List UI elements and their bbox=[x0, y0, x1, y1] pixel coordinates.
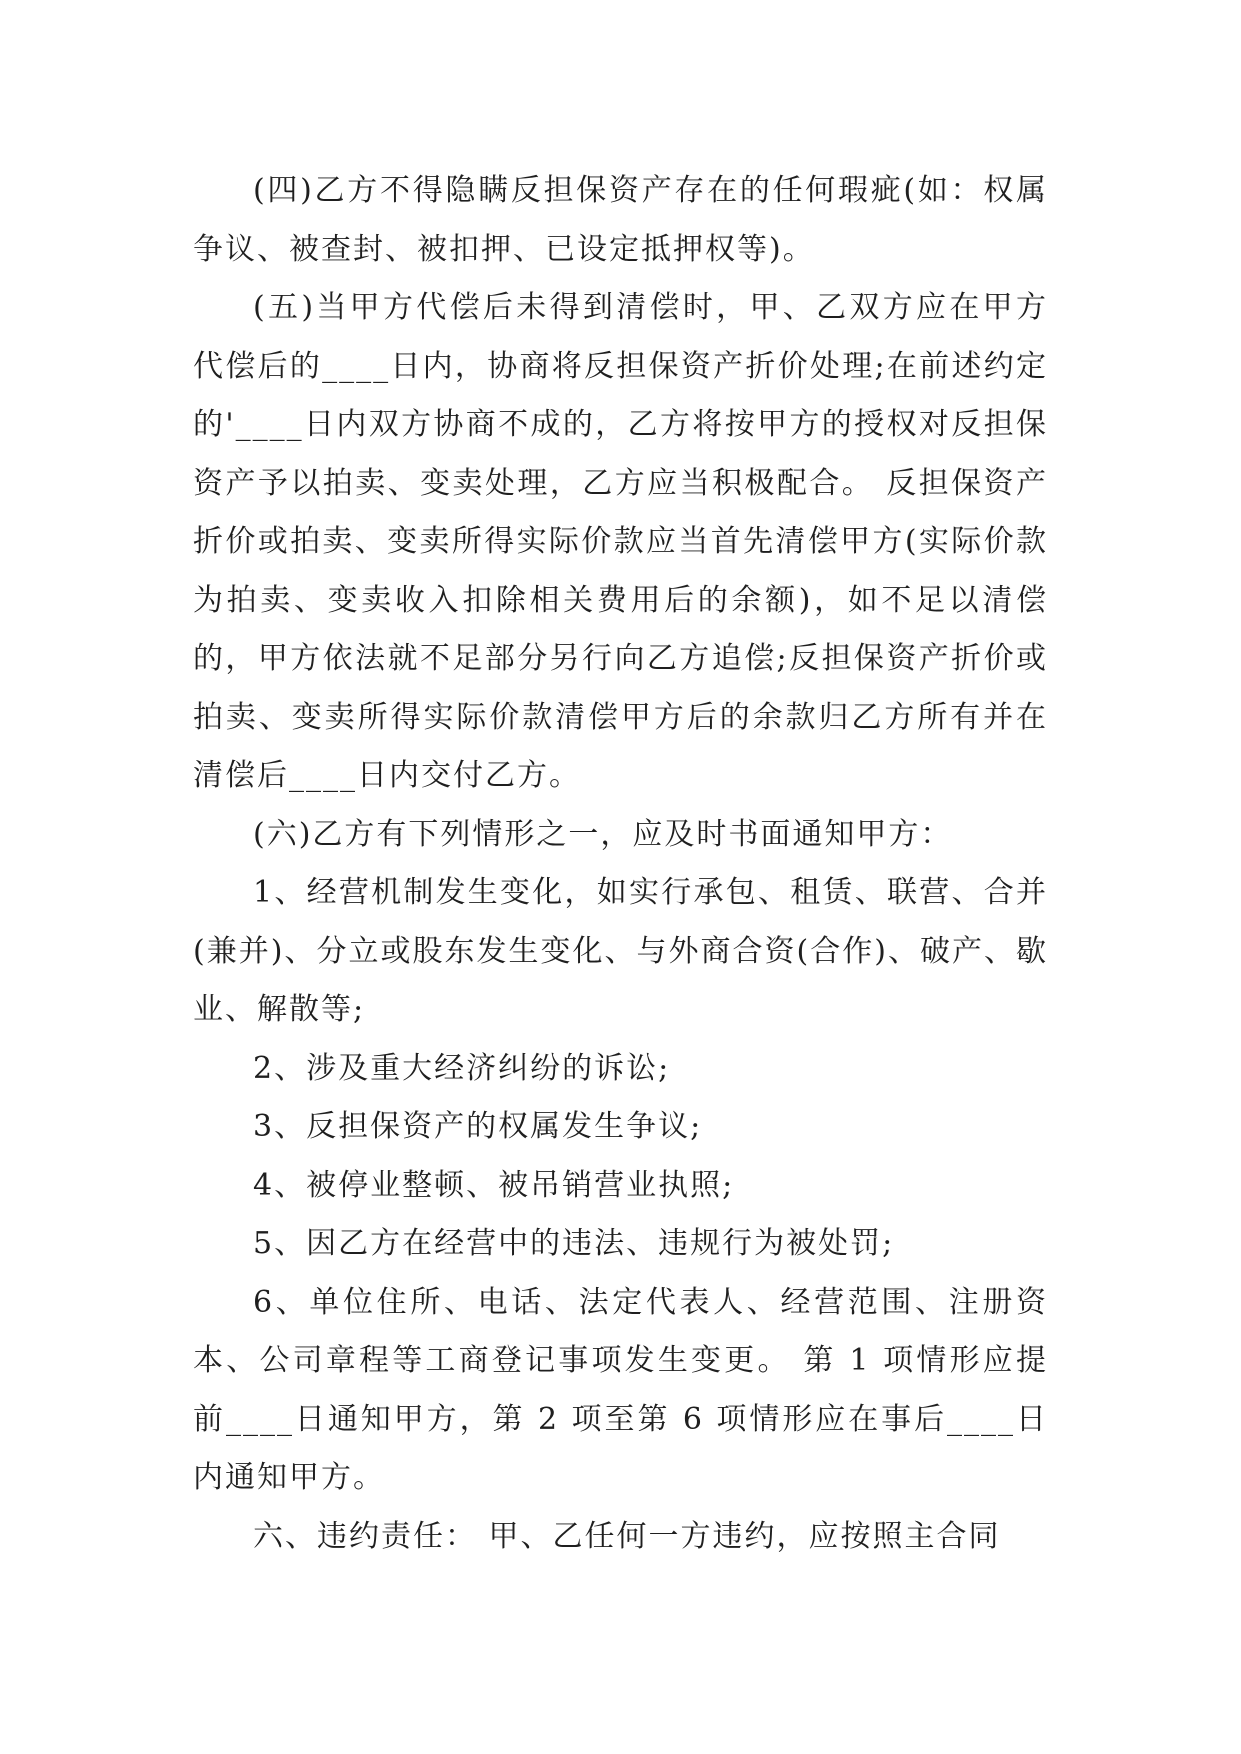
paragraph-list-item-2: 2、涉及重大经济纠纷的诉讼; bbox=[253, 1050, 671, 1086]
paragraph-list-item-1: 1、经营机制发生变化，如实行承包、租赁、联营、合并(兼并)、分立或股东发生变化、与外商合资(合作)、破产、歇业、解散等; bbox=[193, 875, 1048, 1027]
paragraph-list-item-5: 5、因乙方在经营中的违法、违规行为被处罚; bbox=[253, 1226, 895, 1261]
paragraph-list-item-3: 3、反担保资产的权属发生争议; bbox=[253, 1109, 703, 1144]
paragraph-section-6: 六、违约责任： 甲、乙任何一方违约，应按照主合同 bbox=[253, 1518, 1001, 1554]
paragraph-item-5: (五)当甲方代偿后未得到清偿时，甲、乙双方应在甲方代偿后的____日内，协商将反担保资产折价处理;在前述约定的'____日内双方协商不成的，乙方将按甲方的授权对反担保资产予以拍卖、变卖处理，乙方应当积极配合。 反担保资产折价或拍卖、变卖所得实际价款应当首先清偿甲方(实际价款为拍卖、变卖收入扣除相关费用后的余额)，如不足以清偿的，甲方依法就不足部分另行向乙方追偿;反担保资产折价或拍卖、变卖所得实际价款清偿甲方后的余款归乙方所有并在清偿后____日内交付乙方。 bbox=[193, 290, 1048, 793]
document-body bbox=[193, 162, 1048, 1566]
paragraph-item-6: (六)乙方有下列情形之一，应及时书面通知甲方： bbox=[253, 816, 953, 852]
paragraph-item-4: (四)乙方不得隐瞒反担保资产存在的任何瑕疵(如：权属争议、被查封、被扣押、已设定抵押权等)。 bbox=[193, 173, 1048, 267]
paragraph-list-item-4: 4、被停业整顿、被吊销营业执照; bbox=[253, 1167, 735, 1203]
paragraph-list-item-6: 6、单位住所、电话、法定代表人、经营范围、注册资本、公司章程等工商登记事项发生变更。 第 1 项情形应提前____日通知甲方，第 2 项至第 6 项情形应在事后____日内通知甲方。 bbox=[193, 1284, 1048, 1495]
